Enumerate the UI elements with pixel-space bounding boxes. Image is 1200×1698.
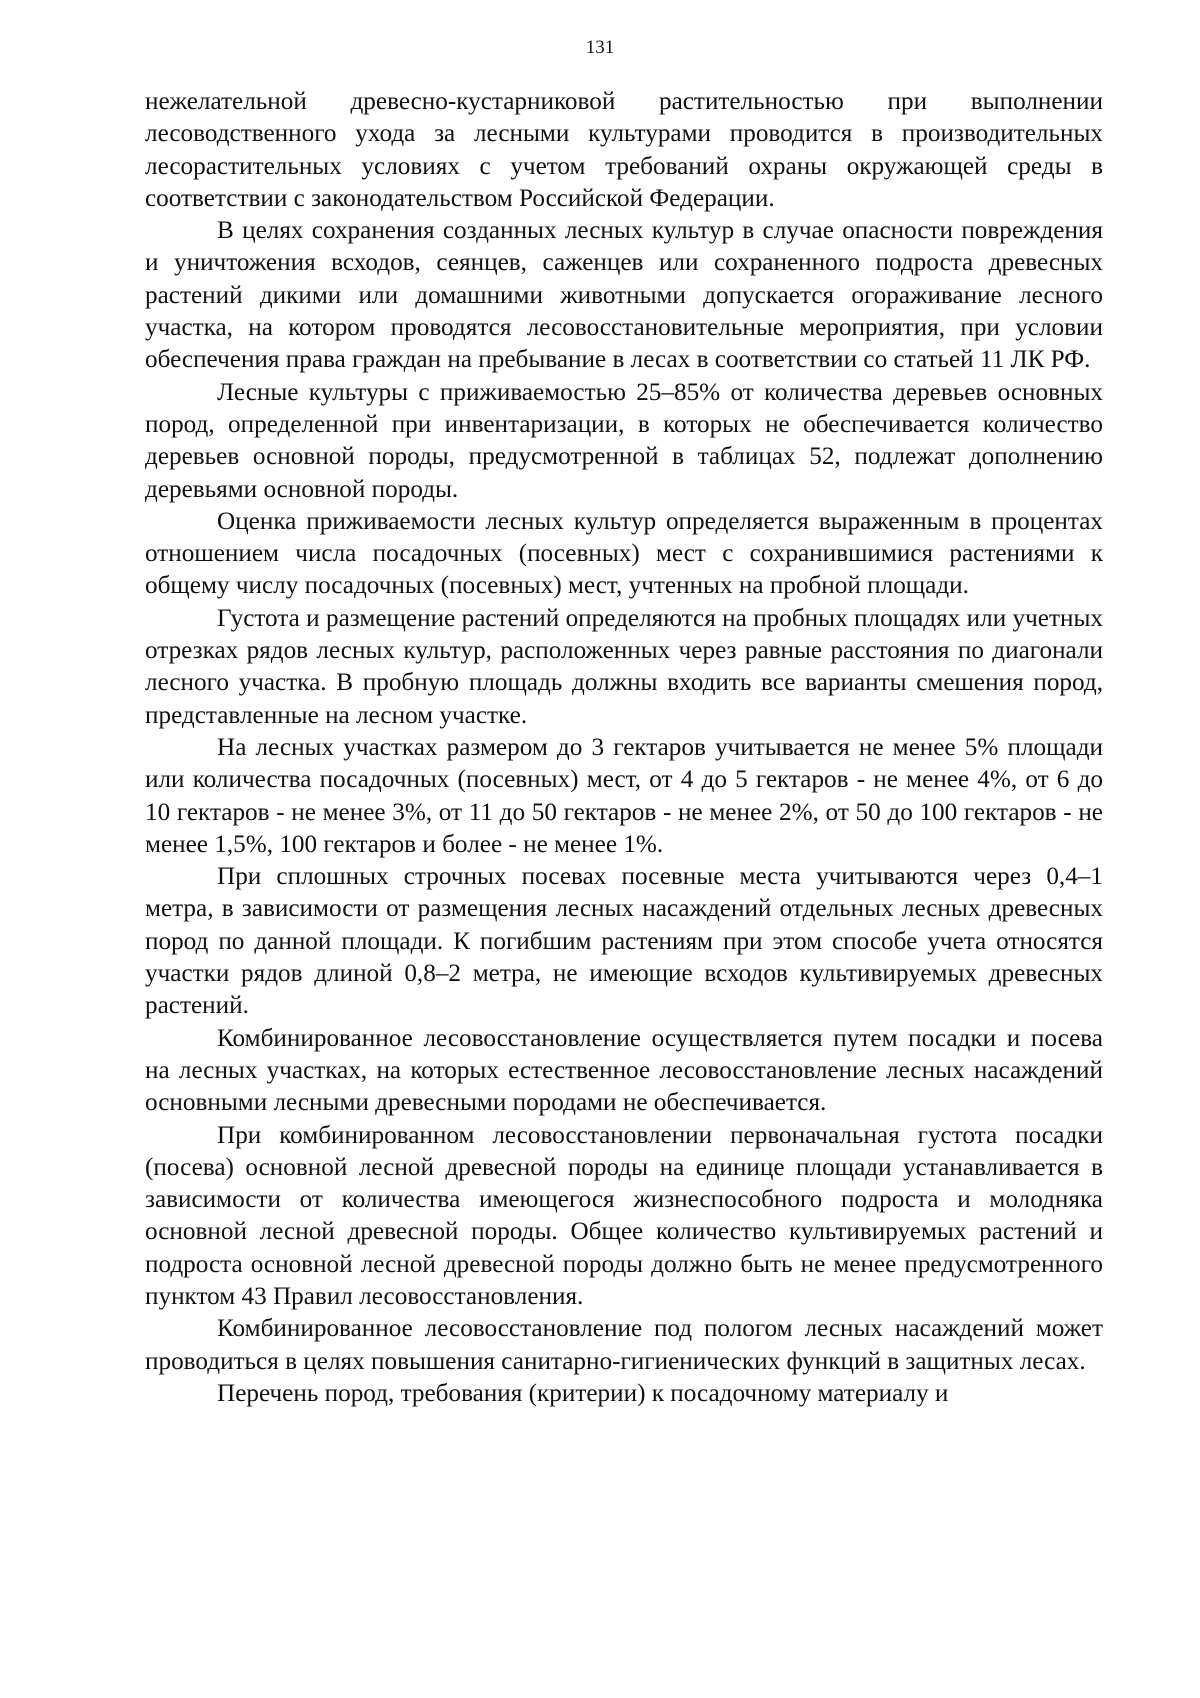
paragraph-combined-density: При комбинированном лесовосстановлении первоначальная густота посадки (посева) основной лесной древесной породы на единице площади устанавливается в зависимости от количества имеющегося жизнеспособного подроста и молодняка основной лесной древесной породы. Общее количество культивируемых растений и подроста основной лесной древесной породы должно быть не менее предусмотренного пунктом 43 Правил лесовосстановления. xyxy=(145,1121,1103,1310)
paragraph-combined-reforestation: Комбинированное лесовосстановление осуществляется путем посадки и посева на лесных участках, на которых естественное лесовосстановление лесных насаждений основными лесными древесными породами не обеспечивается. xyxy=(145,1024,1103,1117)
paragraph-survival-assessment: Оценка приживаемости лесных культур определяется выраженным в процентах отношением числа посадочных (посевных) мест с сохранившимися растениями к общему числу посадочных (посевных) мест, учтенных на пробной площади. xyxy=(145,507,1103,600)
paragraph-survival-rate: Лесные культуры с приживаемостью 25–85% от количества деревьев основных пород, определенной при инвентаризации, в которых не обеспечивается количество деревьев основной породы, предусмотренной в таблицах 52, подлежат дополнению деревьями основной породы. xyxy=(145,378,1103,503)
body-text xyxy=(145,86,1103,1410)
paragraph-fencing: В целях сохранения созданных лесных культур в случае опасности повреждения и уничтожения всходов, сеянцев, саженцев или сохраненного подроста древесных растений дикими или домашними животными допускается огораживание лесного участка, на котором проводятся лесовосстановительные мероприятия, при условии обеспечения права граждан на пребывание в лесах в соответствии со статьей 11 ЛК РФ. xyxy=(145,217,1103,374)
paragraph-sample-size: На лесных участках размером до 3 гектаров учитывается не менее 5% площади или количества посадочных (посевных) мест, от 4 до 5 гектаров - не менее 4%, от 6 до 10 гектаров - не менее 3%, от 11 до 50 гектаров - не менее 2%, от 50 до 100 гектаров - не менее 1,5%, 100 гектаров и более - не менее 1%. xyxy=(145,733,1103,858)
paragraph-density: Густота и размещение растений определяются на пробных площадях или учетных отрезках рядов лесных культур, расположенных через равные расстояния по диагонали лесного участка. В пробную площадь должны входить все варианты смешения пород, представленные на лесном участке. xyxy=(145,604,1103,729)
paragraph-continuation: нежелательной древесно-кустарниковой растительностью при выполнении лесоводственного ухода за лесными культурами проводится в производительных лесорастительных условиях с учетом требований охраны окружающей среды в соответствии с законодательством Российской Федерации. xyxy=(145,88,1103,212)
paragraph-under-canopy: Комбинированное лесовосстановление под пологом лесных насаждений может проводиться в целях повышения санитарно-гигиенических функций в защитных лесах. xyxy=(145,1315,1103,1375)
paragraph-species-list: Перечень пород, требования (критерии) к посадочному материалу и xyxy=(217,1379,949,1407)
paragraph-row-sowing: При сплошных строчных посевах посевные места учитываются через 0,4–1 метра, в зависимости от размещения лесных насаждений отдельных лесных древесных пород по данной площади. К погибшим растениям при этом способе учета относятся участки рядов длиной 0,8–2 метра, не имеющие всходов культивируемых древесных растений. xyxy=(145,863,1103,1020)
page-number: 131 xyxy=(585,37,615,58)
